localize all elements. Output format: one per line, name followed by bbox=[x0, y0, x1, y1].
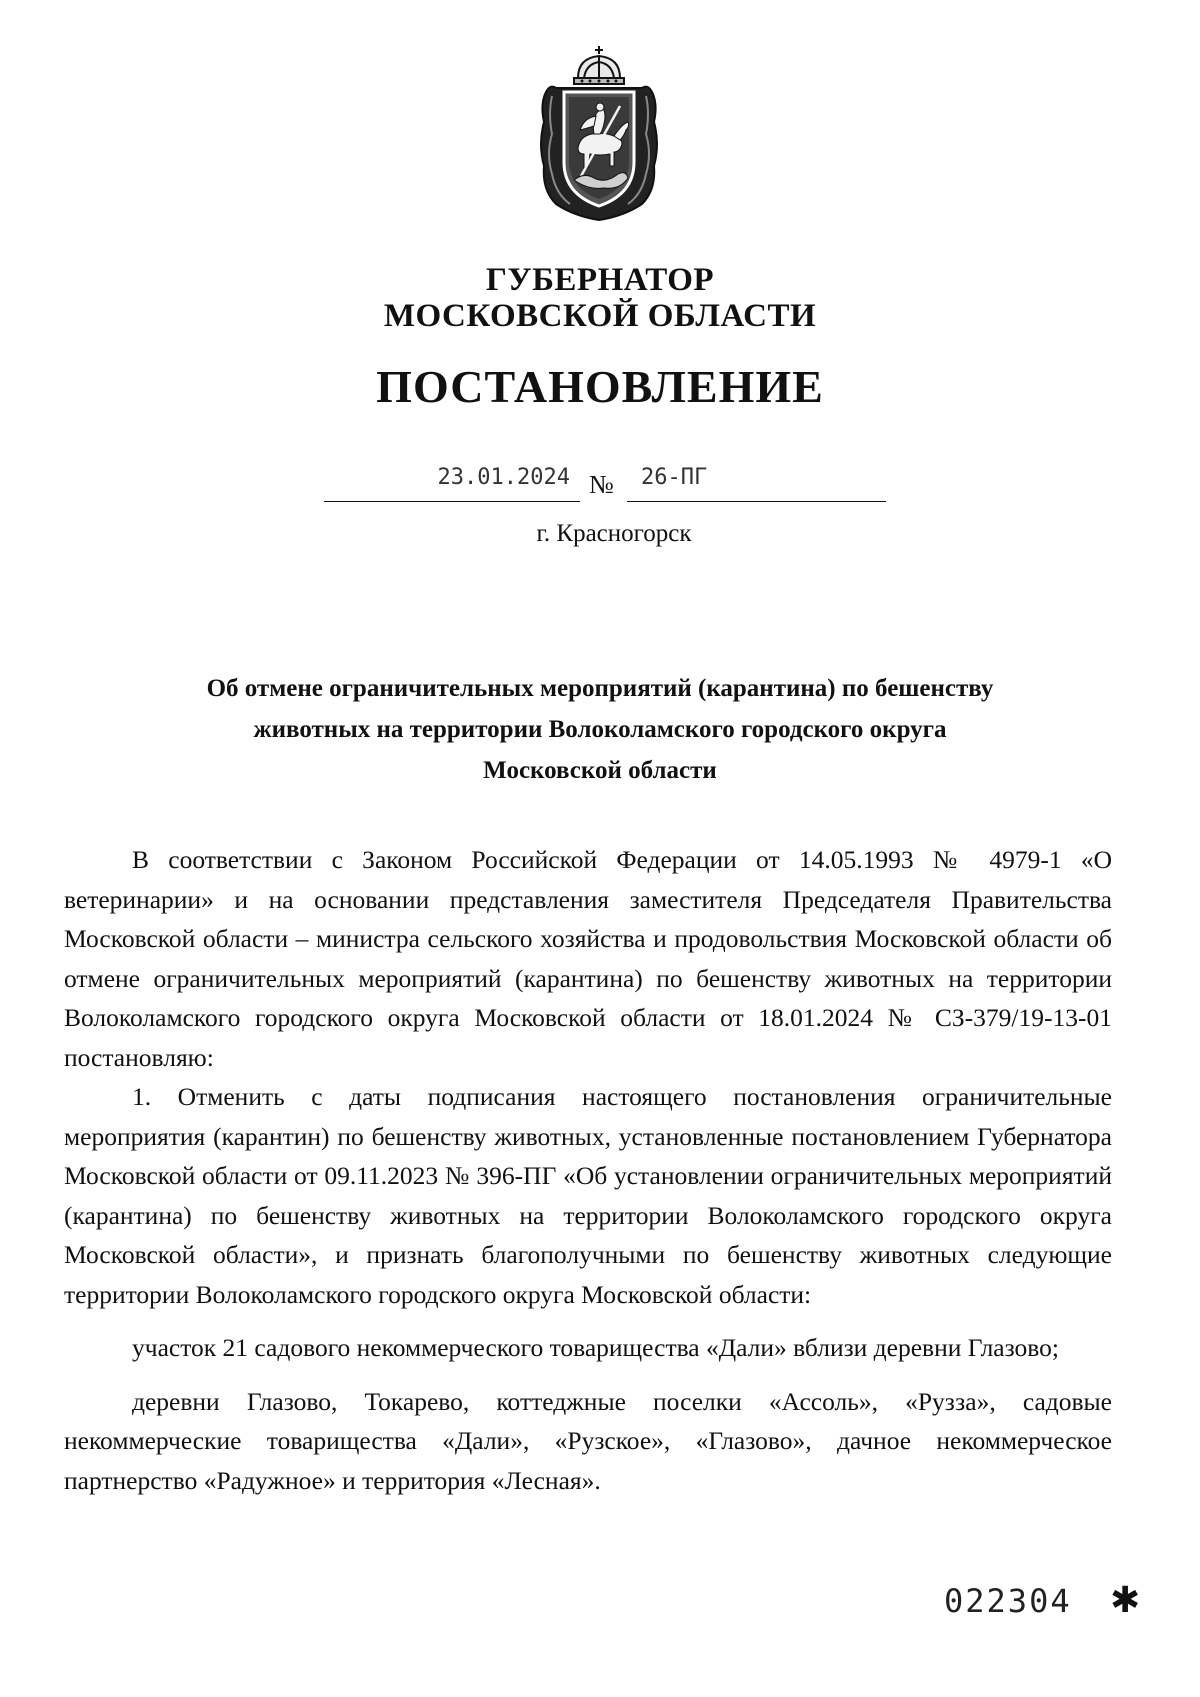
document-date: 23.01.2024 bbox=[437, 465, 570, 490]
authority-title-line2: МОСКОВСКОЙ ОБЛАСТИ bbox=[383, 298, 817, 334]
body-paragraph-item-1: 1. Отменить с даты подписания настоящего постановления ограничительные мероприятия (карантин) по бешенству животных, установленные постановлением Губернатора Московской области от 09.11.2023 № 396-ПГ «Об установлении ограничительных мероприятий (карантина) по бешенству животных на территории Волоколамского городского округа Московской области», и признать благополучными по бешенству животных следующие территории Волоколамского городского округа Московской области: bbox=[64, 1082, 1112, 1309]
title-line-2: животных на территории Волоколамского городского округа bbox=[253, 716, 947, 743]
moscow-oblast-coat-of-arms-icon bbox=[534, 44, 664, 222]
city: г. Красногорск bbox=[536, 520, 692, 547]
title-line-3: Московской области bbox=[483, 757, 717, 784]
document-type: ПОСТАНОВЛЕНИЕ bbox=[376, 361, 824, 412]
registration-line bbox=[324, 462, 886, 502]
document-number: 26-ПГ bbox=[641, 465, 708, 490]
serial-mark: ✱ bbox=[1110, 1580, 1141, 1621]
title-line-1: Об отмене ограничительных мероприятий (карантина) по бешенству bbox=[206, 675, 994, 702]
body-paragraph-territory-2: деревни Глазово, Токарево, коттеджные поселки «Ассоль», «Рузза», садовые некоммерческие товарищества «Дали», «Рузское», «Глазово», дачное некоммерческое партнерство «Радужное» и территория «Лесная». bbox=[64, 1386, 1112, 1495]
body-paragraph-territory-1: участок 21 садового некоммерческого товарищества «Дали» вблизи деревни Глазово; bbox=[132, 1333, 1059, 1362]
authority-title-line1: ГУБЕРНАТОР bbox=[485, 262, 715, 298]
body-paragraph-preamble: В соответствии с Законом Российской Федерации от 14.05.1993 № 4979-1 «О ветеринарии» и на основании представления заместителя Председателя Правительства Московской области – министра сельского хозяйства и продовольствия Московской области об отмене ограничительных мероприятий (карантина) по бешенству животных на территории Волоколамского городского округа Московской области от 18.01.2024 № СЗ-379/19-13-01 постановляю: bbox=[64, 845, 1112, 1072]
document-body bbox=[64, 840, 1112, 1500]
number-field bbox=[627, 465, 886, 502]
date-field bbox=[324, 465, 580, 502]
serial-number: 022304 bbox=[944, 1582, 1072, 1620]
document-title bbox=[110, 668, 1090, 791]
number-sign: № bbox=[589, 470, 614, 499]
